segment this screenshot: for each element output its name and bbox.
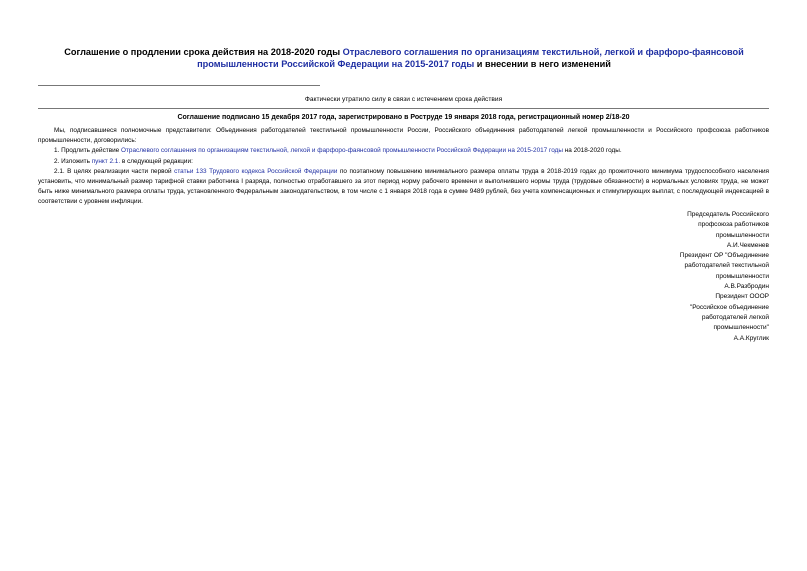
signatory-line: промышленности <box>715 272 769 280</box>
labor-code-link[interactable]: статьи 133 Трудового кодекса Российской Федерации <box>174 167 338 175</box>
document-title <box>60 46 748 70</box>
status-note: Фактически утратило силу в связи с истечением срока действия <box>304 96 503 103</box>
paragraph-1: 1. Продлить действие Отраслевого соглашения по организациям текстильной, легкой и фарфоро-фаянсовой промышленности Российской Федерации на 2015-2017 годы на 2018-2020 годы. <box>54 147 622 155</box>
signatory-line: Председатель Российского <box>687 211 769 218</box>
signatory-name: А.В.Разбродин <box>724 283 769 291</box>
registration-line: Соглашение подписано 15 декабря 2017 года, зарегистрировано в Роструде 19 января 2018 года, регистрационный номер 2/18-20 <box>177 114 630 121</box>
signatory-name: А.И.Чекменев <box>726 241 769 249</box>
short-divider <box>38 85 320 86</box>
signatory-line: Президент ОР "Объединение <box>679 252 769 260</box>
signatory-line: промышленности" <box>713 324 769 332</box>
paragraph-2: 2. Изложить пункт 2.1. в следующей редакции: <box>54 157 193 165</box>
signatory-line: работодателей текстильной <box>684 262 769 270</box>
title-agreement-link[interactable]: Отраслевого соглашения по организациям текстильной, легкой и фарфоро-фаянсовой промышленности Российской Федерации на 2015-2017 годы <box>197 47 744 69</box>
signatory-name: А.А.Круглик <box>733 334 769 342</box>
signatory-line: работодателей легкой <box>701 313 769 321</box>
paragraph-2-1: 2.1. В целях реализации части первой статьи 133 Трудового кодекса Российской Федерации по поэтапному повышению минимального размера оплаты труда в 2018-2019 годах до прожиточного минимума трудоспособного населения установить, что минимальный размер тарифной ставки работника I разряда, полностью отработавшего за этот период норму рабочего времени и выполнившего нормы труда (трудовые обязанности) в нормальных условиях труда, не может быть ниже минимального размера оплаты труда, установленного Федеральным законодательством, в том числе с 1 января 2018 года в сумме 9489 рублей, без учета компенсационных и стимулирующих выплат, с последующей индексацией в соответствии с уровнем инфляции. <box>38 167 769 206</box>
signatory-line: "Российское объединение <box>689 303 769 311</box>
title-suffix: и внесении в него изменений <box>474 59 611 69</box>
agreement-link[interactable]: Отраслевого соглашения по организациям текстильной, легкой и фарфоро-фаянсовой промышленности Российской Федерации на 2015-2017 годы <box>121 147 563 155</box>
long-divider <box>38 108 769 109</box>
title-prefix: Соглашение о продлении срока действия на 2018-2020 годы <box>64 47 343 57</box>
signatory-line: промышленности <box>715 231 769 239</box>
paragraph-intro: Мы, подписавшиеся полномочные представители: Объединения работодателей текстильной промышленности России, Российского объединения работодателей легкой промышленности и Российского профсоюза работников промышленности, договорились: <box>38 127 769 145</box>
signatory-line: профсоюза работников <box>698 221 769 229</box>
agreement-body <box>38 126 769 208</box>
signatory-line: Президент ОООР <box>715 293 769 301</box>
signatories-block <box>639 210 769 344</box>
clause-2-1-link[interactable]: пункт 2.1. <box>91 157 121 165</box>
